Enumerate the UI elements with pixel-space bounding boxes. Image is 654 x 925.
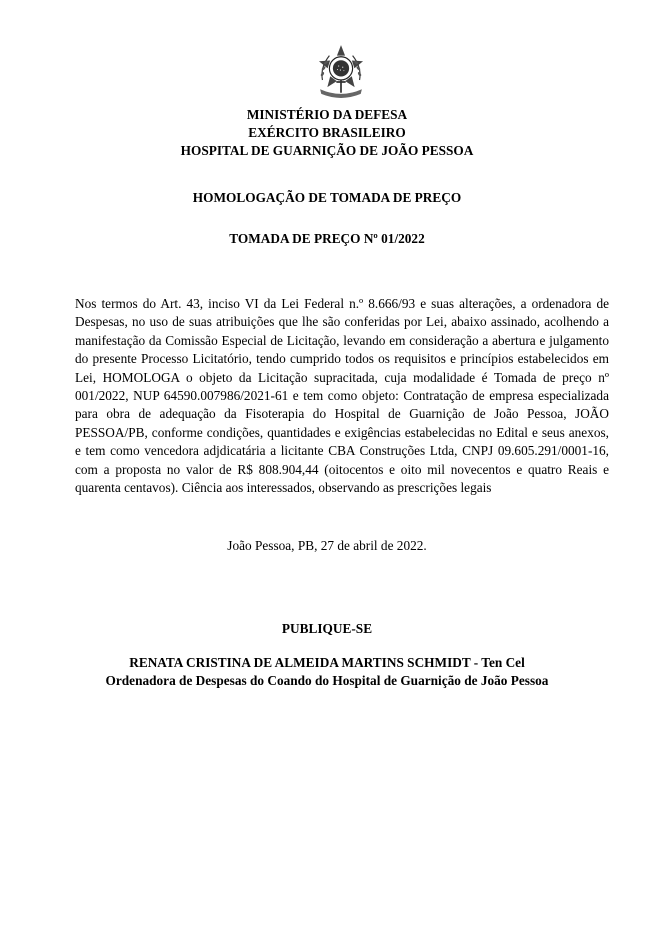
document-date: João Pessoa, PB, 27 de abril de 2022. <box>227 538 427 553</box>
signature-block <box>0 654 654 690</box>
header-hospital: HOSPITAL DE GUARNIÇÃO DE JOÃO PESSOA <box>180 143 474 158</box>
document-subtitle: TOMADA DE PREÇO Nº 01/2022 <box>229 231 425 246</box>
brazil-coat-of-arms-icon <box>312 44 370 102</box>
signature-role: Ordenadora de Despesas do Coando do Hospital de Guarnição de João Pessoa <box>105 673 549 688</box>
document-title: HOMOLOGAÇÃO DE TOMADA DE PREÇO <box>192 190 462 205</box>
header-ministry: MINISTÉRIO DA DEFESA <box>246 107 408 122</box>
signature-name: RENATA CRISTINA DE ALMEIDA MARTINS SCHMIDT - Ten Cel <box>129 655 525 670</box>
header-army: EXÉRCITO BRASILEIRO <box>248 125 406 140</box>
document-header <box>0 106 654 160</box>
publique-heading: PUBLIQUE-SE <box>281 621 373 636</box>
document-body: Nos termos do Art. 43, inciso VI da Lei Federal n.º 8.666/93 e suas alterações, a ordenadora de Despesas, no uso de suas atribuições que lhe são conferidas por Lei, abaixo assinado, acolhendo a manifestação da Comissão Especial de Licitação, levando em consideração a abertura e julgamento do presente Processo Licitatório, tendo cumprido todos os requisitos e princípios estabelecidos em Lei, HOMOLOGA o objeto da Licitação supracitada, cuja modalidade é Tomada de preço nº 001/2022, NUP 64590.007986/2021-61 e tem como objeto: Contratação de empresa especializada para obra de adequação da Fisoterapia do Hospital de Guarnição de João Pessoa, JOÃO PESSOA/PB, conforme condições, quantidades e exigências estabelecidas no Edital e seus anexos, e tem como vencedora adjdicatária a licitante CBA Construções Ltda, CNPJ 09.605.291/0001-16, com a proposta no valor de R$ 808.904,44 (oitocentos e oito mil novecentos e quatro Reais e quarenta centavos). Ciência aos interessados, observando as prescrições legais <box>75 296 609 496</box>
